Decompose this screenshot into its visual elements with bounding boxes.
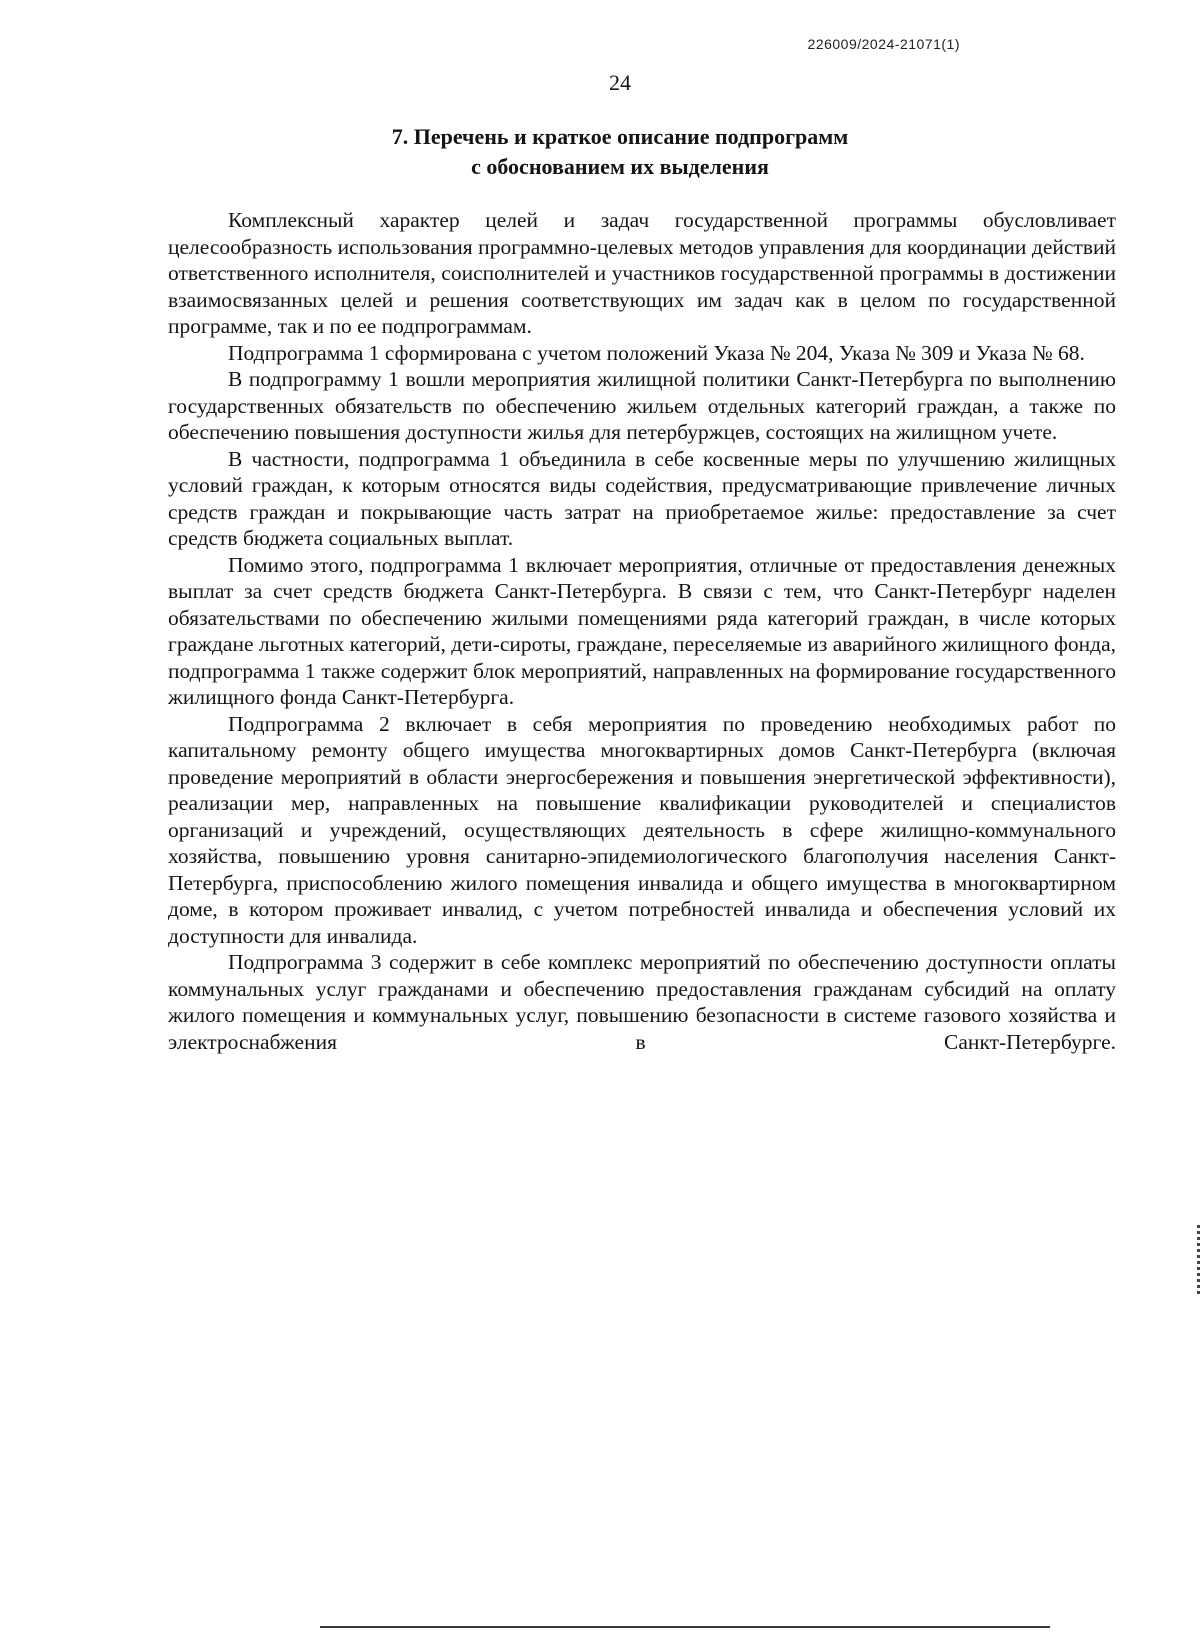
paragraph-4: В частности, подпрограмма 1 объединила в себе косвенные меры по улучшению жилищных условий граждан, к которым относятся виды содействия, предусматривающие привлечение личных средств граждан и покрывающие часть затрат на приобретаемое жилье: предоставление за счет средств бюджета социальных выплат. — [168, 446, 1116, 550]
paragraph-6: Подпрограмма 2 включает в себя мероприятия по проведению необходимых работ по капитальному ремонту общего имущества многоквартирных домов Санкт-Петербурга (включая проведение мероприятий в области энергосбережения и повышения энергетической эффективности), реализации мер, направленных на повышение квалификации руководителей и специалистов организаций и учреждений, осуществляющих деятельность в сфере жилищно-коммунального хозяйства, повышению уровня санитарно-эпидемиологического благополучия населения Санкт-Петербурга, приспособлению жилого помещения инвалида и общего имущества в многоквартирном доме, в котором проживает инвалид, с учетом потребностей инвалида и обеспечения условий их доступности для инвалида. — [168, 711, 1116, 948]
page-number: 24 — [609, 70, 631, 95]
section-heading-line-1: 7. Перечень и краткое описание подпрограмм — [391, 124, 849, 149]
bottom-scan-line — [320, 1626, 1050, 1628]
paragraph-7: Подпрограмма 3 содержит в себе комплекс мероприятий по обеспечению доступности оплаты коммунальных услуг гражданами и обеспечению предоставления гражданам субсидий на оплату жилого помещения и коммунальных услуг, повышению безопасности в системе газового хозяйства и электроснабжения в Санкт-Петербурге. — [168, 950, 1116, 1054]
document-id: 226009/2024-21071(1) — [807, 36, 960, 52]
paragraph-2: Подпрограмма 1 сформирована с учетом положений Указа № 204, Указа № 309 и Указа № 68. — [228, 340, 1085, 365]
section-heading-line-2: с обоснованием их выделения — [471, 154, 769, 179]
paragraph-5: Помимо этого, подпрограмма 1 включает мероприятия, отличные от предоставления денежных выплат за счет средств бюджета Санкт-Петербурга. В связи с тем, что Санкт-Петербург наделен обязательствами по обеспечению жилыми помещениями ряда категорий граждан, в числе которых граждане льготных категорий, дети-сироты, граждане, переселяемые из аварийного жилищного фонда, подпрограмма 1 также содержит блок мероприятий, направленных на формирование государственного жилищного фонда Санкт-Петербурга. — [168, 552, 1116, 709]
paragraph-1: Комплексный характер целей и задач государственной программы обусловливает целесообразность использования программно-целевых методов управления для координации действий ответственного исполнителя, соисполнителей и участников государственной программы в достижении взаимосвязанных целей и решения соответствующих им задач как в целом по государственной программе, так и по ее подпрограммам. — [168, 208, 1116, 338]
section-heading — [0, 122, 1200, 182]
body-text — [168, 207, 1116, 1055]
paragraph-3: В подпрограмму 1 вошли мероприятия жилищной политики Санкт-Петербурга по выполнению государственных обязательств по обеспечению жильем отдельных категорий граждан, а также по обеспечению повышения доступности жилья для петербуржцев, состоящих на жилищном учете. — [168, 367, 1116, 444]
